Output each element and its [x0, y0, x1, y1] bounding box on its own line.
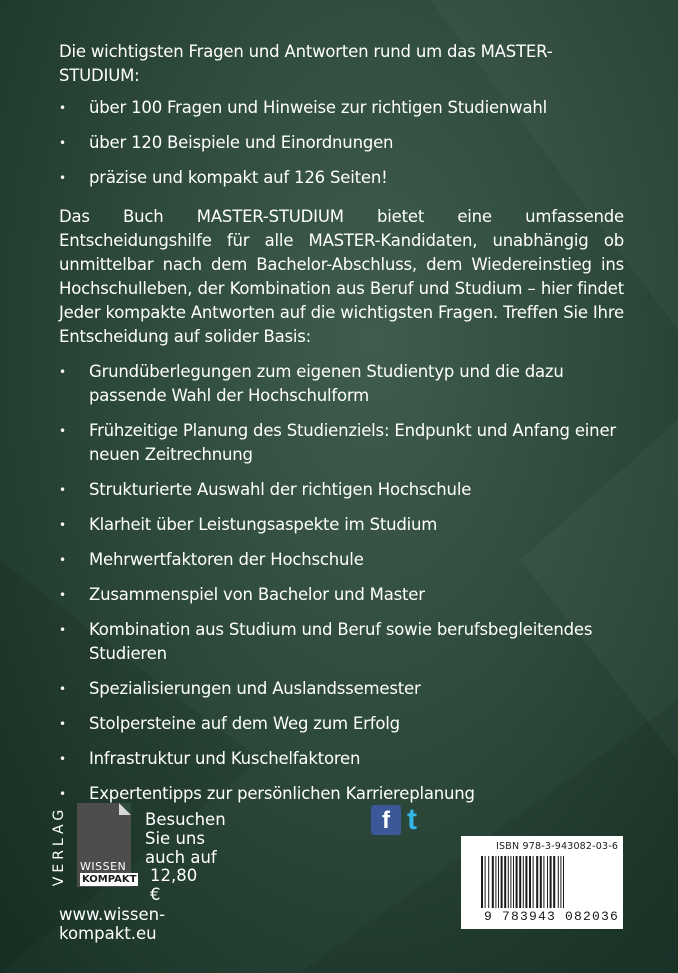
- facebook-icon[interactable]: f: [371, 805, 401, 835]
- list-item-text: Infrastruktur und Kuschelfaktoren: [89, 749, 361, 768]
- list-item: [59, 712, 624, 736]
- list-item: [59, 677, 624, 701]
- bullet-icon: •: [59, 623, 66, 637]
- list-item: [59, 96, 624, 120]
- twitter-icon[interactable]: t: [407, 803, 417, 836]
- bullet-icon: •: [59, 588, 66, 602]
- website-link[interactable]: www.wissen-kompakt.eu: [59, 905, 166, 943]
- bullet-icon: •: [59, 424, 66, 438]
- logo-kompakt: KOMPAKT: [82, 874, 137, 885]
- bullet-icon: •: [59, 518, 66, 532]
- barcode-box: [461, 836, 623, 929]
- list-item: [59, 583, 624, 607]
- bullet-icon: •: [59, 787, 66, 801]
- bullet-icon: •: [59, 101, 66, 115]
- list-item-text: Grundüberlegungen zum eigenen Studientyp und die dazu passende Wahl der Hochschulform: [89, 362, 564, 405]
- list-item-text: über 120 Beispiele und Einordnungen: [89, 133, 394, 152]
- bullet-icon: •: [59, 483, 66, 497]
- list-item-text: präzise und kompakt auf 126 Seiten!: [89, 168, 388, 187]
- bullet-icon: •: [59, 136, 66, 150]
- list-item-text: Klarheit über Leistungsaspekte im Studium: [89, 515, 438, 534]
- bullet-icon: •: [59, 682, 66, 696]
- visit-us-text: Besuchen Sie uns auch auf: [145, 810, 226, 867]
- bullet-icon: •: [59, 365, 66, 379]
- barcode-icon: [481, 856, 615, 913]
- bullet-icon: •: [59, 553, 66, 567]
- description-paragraph: Das Buch MASTER-STUDIUM bietet eine umfassende Entscheidungshilfe für alle MASTER-Kandidaten, unabhängig ob unmittelbar nach dem Bachelor-Abschluss, dem Wiedereinstieg ins Hochschulleben, der Kombination aus Beruf und Studium – hier findet Jeder kompakte Antworten auf die wichtigsten Fragen. Treffen Sie Ihre Entscheidung auf solider Basis:: [59, 207, 624, 346]
- list-item-text: über 100 Fragen und Hinweise zur richtigen Studienwahl: [89, 98, 548, 117]
- list-item: [59, 747, 624, 771]
- list-item-text: Stolpersteine auf dem Weg zum Erfolg: [89, 714, 400, 733]
- list-item-text: Zusammenspiel von Bachelor und Master: [89, 585, 425, 604]
- bullet-icon: •: [59, 717, 66, 731]
- isbn-text: ISBN 978-3-943082-03-6: [496, 841, 619, 852]
- logo-wissen: WISSEN: [80, 860, 127, 873]
- list-item: [59, 782, 624, 806]
- ean-digits: 9 783943 082036: [484, 909, 620, 924]
- list-item-text: Kombination aus Studium und Beruf sowie berufsbegleitendes Studieren: [89, 620, 593, 663]
- top-bullet-list: [59, 96, 624, 190]
- list-item: [59, 419, 624, 467]
- list-item-text: Expertentipps zur persönlichen Karriereplanung: [89, 784, 475, 803]
- list-item: [59, 618, 624, 666]
- list-item: [59, 513, 624, 537]
- publisher-label: VERLAG: [51, 805, 67, 887]
- list-item-text: Frühzeitige Planung des Studienziels: Endpunkt und Anfang einer neuen Zeitrechnung: [89, 421, 616, 464]
- price: 12,80 €: [150, 866, 198, 904]
- list-item: [59, 478, 624, 502]
- book-logo-icon: [77, 803, 137, 887]
- list-item: [59, 548, 624, 572]
- bullet-icon: •: [59, 171, 66, 185]
- list-item-text: Mehrwertfaktoren der Hochschule: [89, 550, 364, 569]
- intro-heading: Die wichtigsten Fragen und Antworten rund um das MASTER-STUDIUM:: [59, 42, 553, 85]
- feature-bullet-list: [59, 360, 624, 806]
- list-item-text: Strukturierte Auswahl der richtigen Hochschule: [89, 480, 472, 499]
- list-item: [59, 131, 624, 155]
- list-item-text: Spezialisierungen und Auslandssemester: [89, 679, 421, 698]
- list-item: [59, 360, 624, 408]
- list-item: [59, 166, 624, 190]
- back-cover-text: [59, 40, 624, 817]
- bullet-icon: •: [59, 752, 66, 766]
